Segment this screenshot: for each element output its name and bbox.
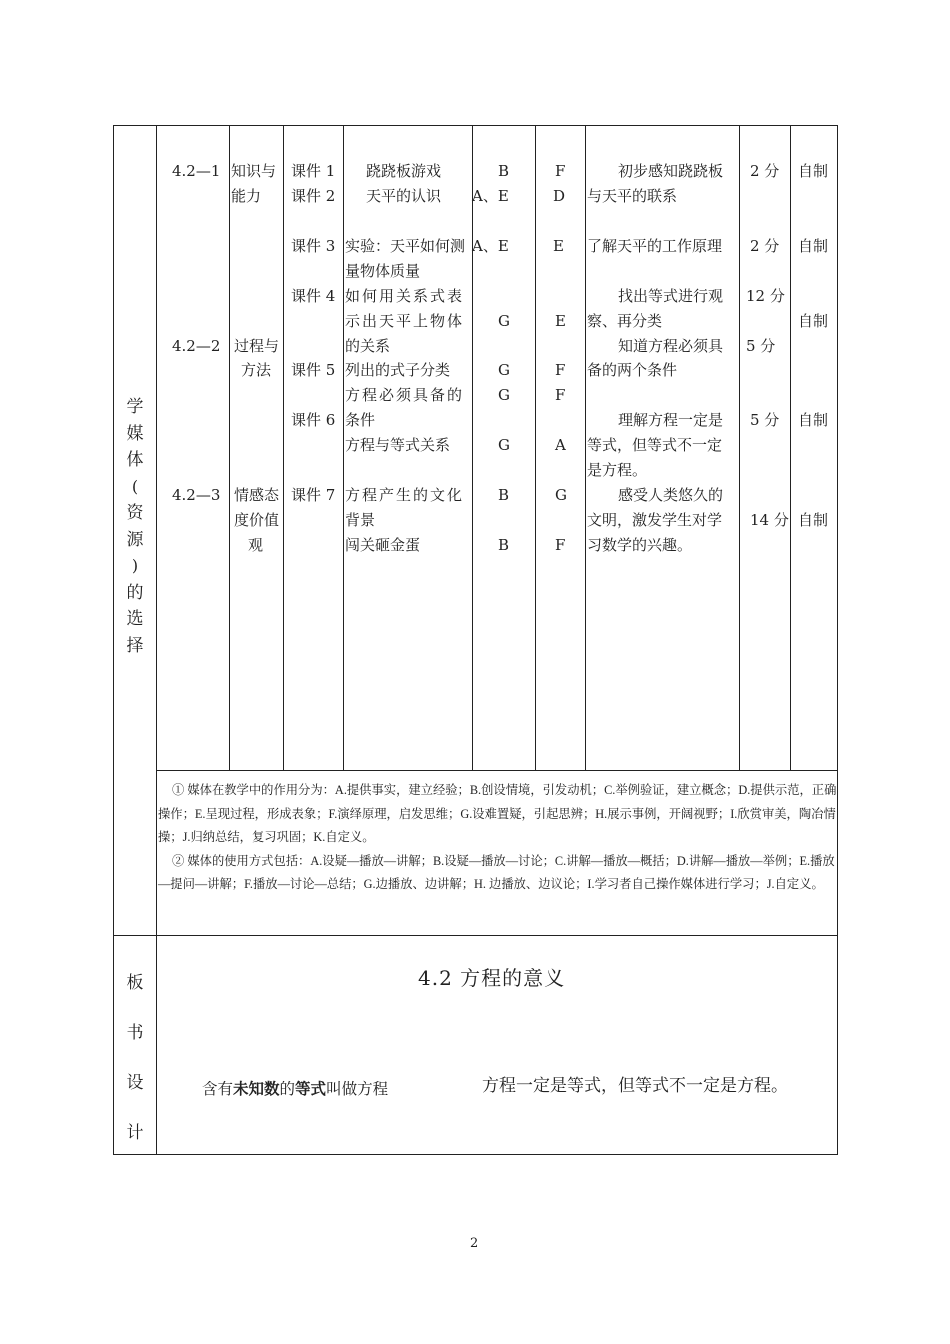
content-text: 实验：天平如何测 (345, 237, 466, 255)
def-pre: 含有 (202, 1080, 234, 1098)
border-top (113, 125, 838, 126)
effect-text: 与天平的联系 (587, 187, 678, 205)
way-code: F (555, 361, 566, 379)
role-code: G (498, 312, 510, 330)
effect-text: 初步感知跷跷板 (618, 162, 724, 180)
courseware-label: 课件 6 (291, 411, 336, 429)
goal-text: 过程与 (234, 337, 280, 355)
role-code: B (498, 162, 510, 180)
content-text: 背景 (345, 511, 376, 529)
notes (158, 779, 838, 897)
board-relation: 方程一定是等式，但等式不一定是方程。 (482, 1076, 788, 1096)
board-label: 板 书 设 计 (126, 973, 144, 1143)
way-code: A (555, 436, 566, 454)
content-text: 量物体质量 (345, 262, 421, 280)
row-id: 4.2—3 (172, 486, 221, 504)
goal-text: 度价值 (234, 511, 280, 529)
source-value: 自制 (798, 237, 829, 255)
effect-text: 察、再分类 (587, 312, 663, 330)
effect-text: 找出等式进行观 (618, 287, 724, 305)
role-code: G (498, 361, 510, 379)
role-code: A、E (472, 187, 509, 205)
courseware-label: 课件 1 (291, 162, 336, 180)
border-bottom (113, 1154, 838, 1155)
way-code: F (555, 536, 566, 554)
effect-text: 文明，激发学生对学 (587, 511, 723, 529)
role-code: G (498, 436, 510, 454)
role-code: B (498, 536, 510, 554)
def-post: 叫做方程 (326, 1080, 389, 1098)
effect-text: 理解方程一定是 (618, 411, 724, 429)
way-code: F (555, 386, 566, 404)
way-code: F (555, 162, 566, 180)
notes-divider (156, 770, 838, 771)
board-definition (202, 1077, 388, 1099)
time-value: 2 分 (750, 237, 780, 255)
row-id: 4.2—2 (172, 337, 221, 355)
role-code: B (498, 486, 510, 504)
courseware-label: 课件 3 (291, 237, 336, 255)
time-value: 14 分 (750, 511, 789, 529)
effect-text: 了解天平的工作原理 (587, 237, 723, 255)
courseware-label: 课件 2 (291, 187, 336, 205)
time-value: 2 分 (750, 162, 780, 180)
content-text: 列出的式子分类 (345, 361, 451, 379)
col-divider (790, 125, 791, 771)
content-text: 如何用关系式表 (345, 287, 465, 305)
content-text: 闯关砸金蛋 (345, 536, 421, 554)
content-text: 方程与等式关系 (345, 436, 451, 454)
goal-text: 知识与 (231, 162, 277, 180)
col-divider (739, 125, 740, 771)
content-text: 天平的认识 (366, 187, 442, 205)
goal-text: 情感态 (234, 486, 280, 504)
time-value: 5 分 (746, 337, 776, 355)
effect-text: 习数学的兴趣。 (587, 536, 693, 554)
row-id: 4.2—1 (172, 162, 221, 180)
col-divider (343, 125, 344, 771)
way-code: E (555, 312, 566, 330)
def-unknown: 未知数 (233, 1079, 280, 1098)
col-divider (229, 125, 230, 771)
role-code: A、E (472, 237, 509, 255)
col-divider (535, 125, 536, 771)
note-media-usage: ② 媒体的使用方式包括：A.设疑—播放—讲解；B.设疑—播放—讨论；C.讲解—播放—概括；D.讲解—播放—举例；E.播放—提问—讲解；F.播放—讨论—总结；G.边播放、边讲解；H. 边播放、边议论；I.学习者自己操作媒体进行学习；J.自定义。 (158, 853, 835, 891)
col-divider (472, 125, 473, 771)
courseware-label: 课件 4 (291, 287, 336, 305)
def-equation: 等式 (295, 1079, 327, 1098)
goal-text: 能力 (231, 187, 262, 205)
effect-text: 备的两个条件 (587, 361, 678, 379)
way-code: D (553, 187, 566, 205)
side-divider (156, 125, 157, 1155)
courseware-label: 课件 7 (291, 486, 336, 504)
content-text: 方程产生的文化 (345, 486, 465, 504)
border-left (113, 125, 114, 1155)
side-label: 学 媒 体 ( 资 源 ) 的 选 择 (126, 397, 144, 656)
time-value: 12 分 (746, 287, 785, 305)
time-value: 5 分 (750, 411, 780, 429)
note-media-roles: ① 媒体在教学中的作用分为：A.提供事实，建立经验；B.创设情境，引发动机；C.举例验证，建立概念；D.提供示范，正确操作；E.呈现过程，形成表象；F.演绎原理，启发思维；G.设难置疑，引起思辨；H.展示事例，开阔视野；I.欣赏审美，陶冶情操；J.归纳总结，复习巩固；K.自定义。 (158, 783, 837, 844)
goal-text: 观 (248, 536, 264, 554)
effect-text: 等式，但等式不一定 (587, 436, 723, 454)
way-code: E (553, 237, 564, 255)
col-divider (283, 125, 284, 771)
role-code: G (498, 386, 510, 404)
source-value: 自制 (798, 411, 829, 429)
way-code: G (555, 486, 567, 504)
border-right (837, 125, 838, 1155)
source-value: 自制 (798, 511, 829, 529)
effect-text: 知道方程必须具 (618, 337, 724, 355)
board-title: 4.2 方程的意义 (418, 966, 566, 990)
content-text: 跷跷板游戏 (366, 162, 442, 180)
content-text: 示出天平上物体 (345, 312, 465, 330)
source-value: 自制 (798, 162, 829, 180)
goal-text: 方法 (241, 361, 272, 379)
content-text: 的关系 (345, 337, 391, 355)
source-value: 自制 (798, 312, 829, 330)
effect-text: 是方程。 (587, 461, 648, 479)
content-text: 条件 (345, 411, 376, 429)
content-text: 方程必须具备的 (345, 386, 465, 404)
col-divider (585, 125, 586, 771)
section-divider (113, 935, 838, 936)
page-number: 2 (470, 1236, 479, 1251)
courseware-label: 课件 5 (291, 361, 336, 379)
def-mid: 的 (279, 1080, 296, 1098)
effect-text: 感受人类悠久的 (618, 486, 724, 504)
